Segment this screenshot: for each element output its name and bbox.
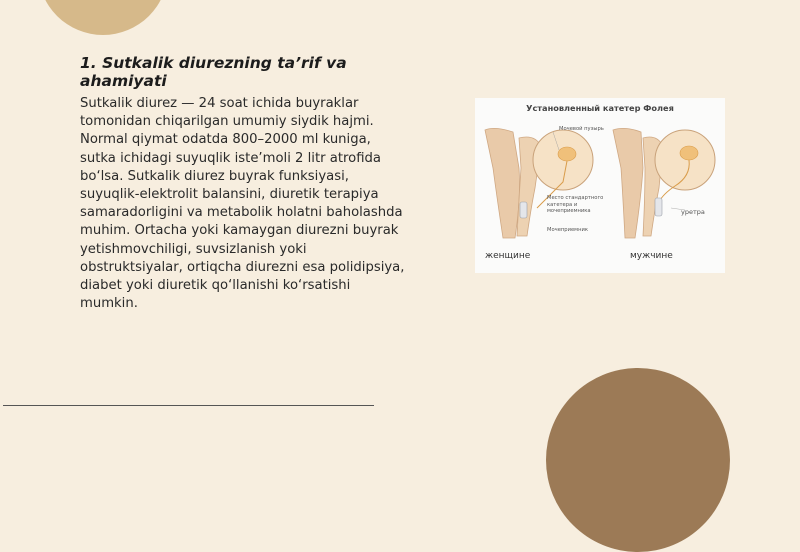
anatomy-drawing [475,98,725,273]
label-urethra: уретра [681,208,705,216]
foley-catheter-illustration [475,98,725,273]
figure-title: Установленный катетер Фолея [526,103,674,113]
decorative-circle-top [38,0,168,35]
divider-line [3,405,374,406]
caption-female: женщине [485,251,531,261]
label-catheter-site: Место стандартного катетера и мочеприемника [547,195,604,214]
label-bladder: Мочевой пузырь [559,126,604,132]
slide-title: 1. Sutkalik diurezning ta’rif va ahamiyati [80,54,347,90]
decorative-circle-bottom [546,368,730,552]
caption-male: мужчине [630,251,673,261]
slide-body-text: Sutkalik diurez — 24 soat ichida buyraklar tomonidan chiqarilgan umumiy siydik hajmi. Normal qiymat odatda 800–2000 ml kuniga, sutka ichidagi suyuqlik iste’moli 2 litr atrofida bo‘lsa. Sutkalik diurez buyrak funksiyasi, suyuqlik-elektrolit balansini, diuretik terapiya samaradorligini va metabolik holatni baholashda muhim. Ortacha yoki kamaygan diurezni buyrak yetishmovchiligi, suvsizlanish yoki obstruktsiyalar, ortiqcha diurezni esa polidipsiya, diabet yoki diuretik qo‘llanishi ko‘rsatishi mumkin. [80,96,405,312]
label-urine-bag: Мочеприемник [547,227,588,233]
